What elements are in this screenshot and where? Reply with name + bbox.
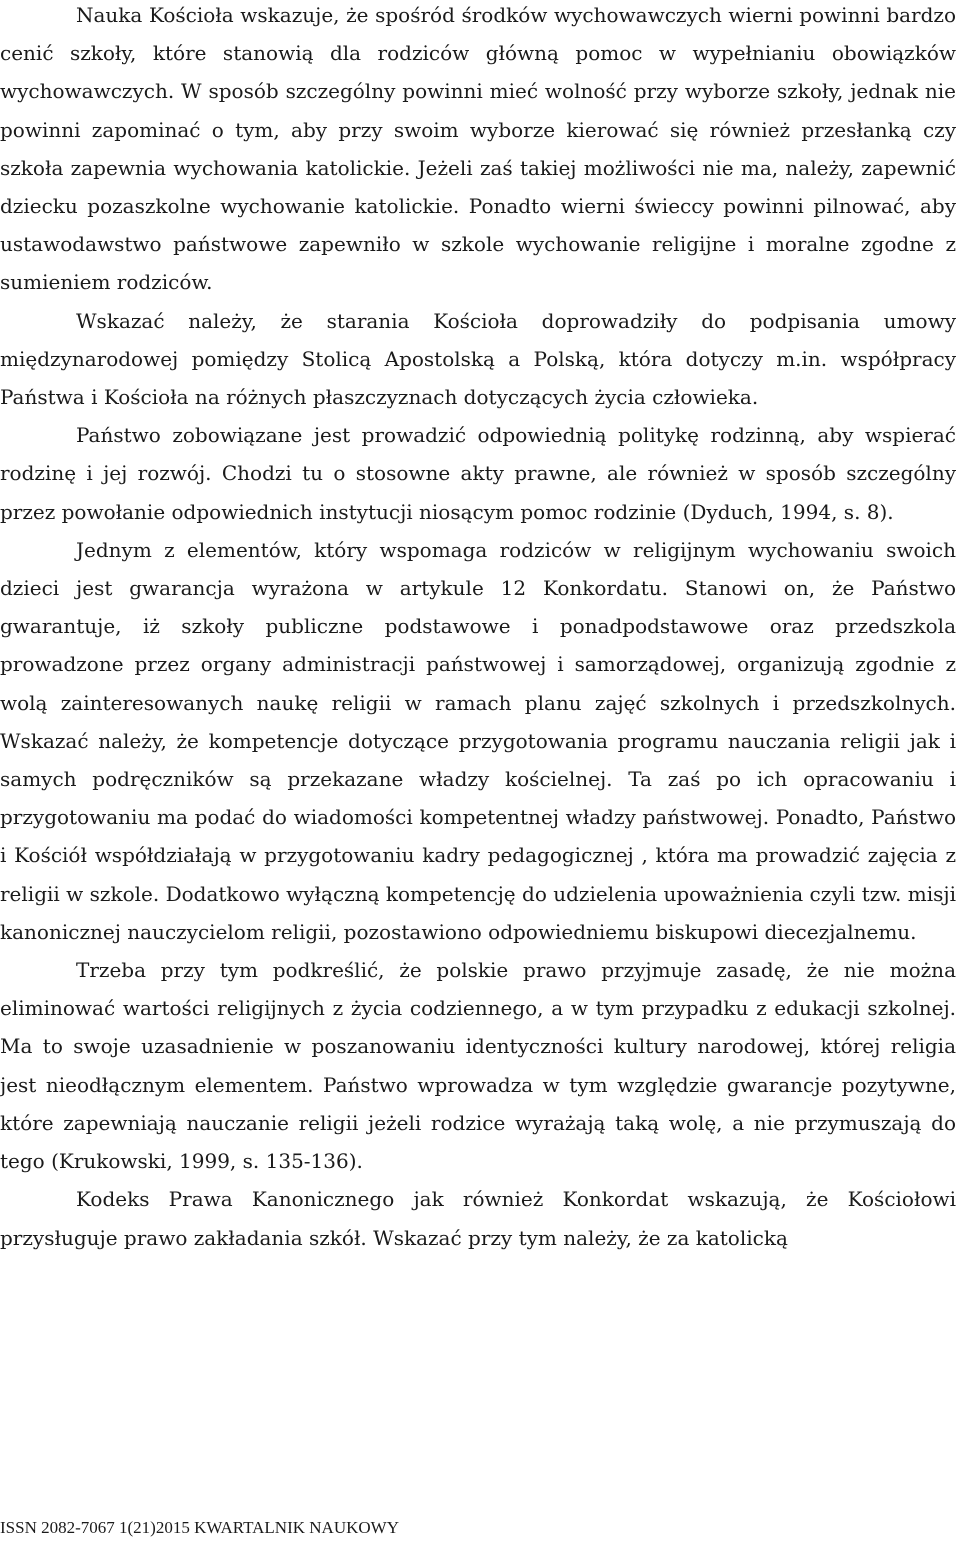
paragraph-religious-values: Trzeba przy tym podkreślić, że polskie prawo przyjmuje zasadę, że nie można eliminować wartości religijnych z życia codziennego, a w tym przypadku z edukacji szkolnej. Ma to swoje uzasadnienie w poszanowaniu identyczności kultury narodowej, której religia jest nieodłącznym elementem. Państwo wprowadza w tym względzie gwarancje pozytywne, które zapewniają nauczanie religii jeżeli rodzice wyrażają taką wolę, a nie przymuszają do tego (Krukowski, 1999, s. 135-136). — [0, 958, 956, 1174]
paragraph-international-agreement: Wskazać należy, że starania Kościoła doprowadziły do podpisania umowy międzynarodowej pomiędzy Stolicą Apostolską a Polską, która dotyczy m.in. współpracy Państwa i Kościoła na różnych płaszczyznach dotyczących życia człowieka. — [0, 308, 956, 410]
paragraph-schools-teaching: Nauka Kościoła wskazuje, że spośród środków wychowawczych wierni powinni bardzo cenić szkoły, które stanowią dla rodziców główną pomoc w wypełnianiu obowiązków wychowawczych. W sposób szczególny powinni mieć wolność przy wyborze szkoły, jednak nie powinni zapominać o tym, aby przy swoim wyborze kierować się również przesłanką czy szkoła zapewnia wychowania katolickie. Jeżeli zaś takiej możliwości nie ma, należy, zapewnić dziecku pozaszkolne wychowanie katolickie. Ponadto wierni świeccy powinni pilnować, aby ustawodawstwo państwowe zapewniło w szkole wychowanie religijne i moralne zgodne z sumieniem rodziców. — [0, 3, 956, 295]
paragraph-concordat-article-12: Jednym z elementów, który wspomaga rodziców w religijnym wychowaniu swoich dzieci jest gwarancja wyrażona w artykule 12 Konkordatu. Stanowi on, że Państwo gwarantuje, iż szkoły publiczne podstawowe i ponadpodstawowe oraz przedszkola prowadzone przez organy administracji państwowej i samorządowej, organizują zgodnie z wolą zainteresowanych naukę religii w ramach planu zajęć szkolnych i przedszkolnych. Wskazać należy, że kompetencje dotyczące przygotowania programu nauczania religii jak i samych podręczników są przekazane władzy kościelnej. Ta zaś po ich opracowaniu i przygotowaniu ma podać do wiadomości kompetentnej władzy państwowej. Ponadto, Państwo i Kościół współdziałają w przygotowaniu kadry pedagogicznej , która ma prowadzić zajęcia z religii w szkole. Dodatkowo wyłączną kompetencję do udzielenia upoważnienia czyli tzw. misji kanonicznej nauczycielom religii, pozostawiono odpowiedniemu biskupowi diecezjalnemu. — [0, 537, 956, 944]
paragraph-canon-law: Kodeks Prawa Kanonicznego jak również Konkordat wskazują, że Kościołowi przysługuje prawo zakładania szkół. Wskazać przy tym należy, że za katolicką — [0, 1187, 956, 1250]
paragraph-family-policy: Państwo zobowiązane jest prowadzić odpowiednią politykę rodzinną, aby wspierać rodzinę i jej rozwój. Chodzi tu o stosowne akty prawne, ale również w sposób szczególny przez powołanie odpowiednich instytucji niosącym pomoc rodzinie (Dyduch, 1994, s. 8). — [0, 423, 956, 524]
journal-footer: ISSN 2082-7067 1(21)2015 KWARTALNIK NAUKOWY — [0, 1518, 399, 1537]
